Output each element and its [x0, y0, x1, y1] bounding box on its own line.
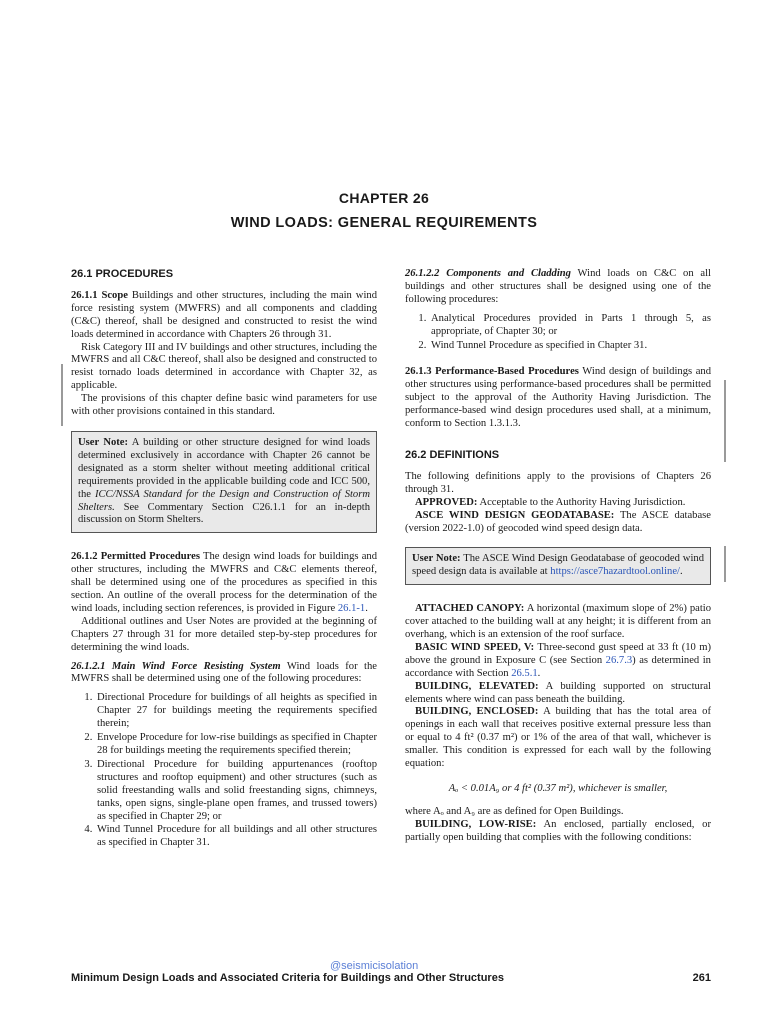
paragraph-26-1-3 — [405, 366, 711, 431]
figure-link[interactable]: 26.1-1 — [337, 602, 366, 614]
paragraph-text: Wind loads on C&C on all buildings and other structures shall be designed using one of the following procedures: — [405, 268, 711, 305]
definition-text: A building supported on structural elements where wind can pass beneath the building. — [405, 680, 711, 705]
definition-text: An enclosed, partially enclosed, or partially open building that complies with the following conditions: — [405, 818, 711, 843]
paragraph-26-1-2 — [71, 551, 377, 616]
definition-text: Acceptable to the Authority Having Jurisdiction. — [477, 496, 686, 508]
list-item: 2. Wind Tunnel Procedure as specified in Chapter 31. — [429, 340, 711, 353]
list-item: 2. Envelope Procedure for low-rise buildings as specified in Chapter 28 for buildings meeting the requirements specified therein; — [95, 732, 377, 758]
user-note-label: User Note: — [78, 436, 129, 448]
definition-text: . — [537, 667, 541, 679]
enclosed-equation: Aₒ < 0.01A₉ or 4 ft² (0.37 m²), whichever is smaller, — [448, 783, 668, 794]
user-note-text: A building or other structure designed for wind loads determined exclusively in accordance with Chapter 26 cannot be designated as a storm shelter without meeting additional critical requirements provided in the applicable building code and ICC 500, the — [78, 436, 370, 500]
paragraph-risk-category: Risk Category III and IV buildings and other structures, including the MWFRS and all C&C thereof, shall also be designed and constructed to resist tornado loads determined in accordance with Chapter 32, as applicable. — [71, 341, 377, 392]
definition-text: ) as determined in accordance with Section — [405, 654, 711, 679]
geodatabase-link[interactable]: https://asce7hazardtool.online/ — [550, 566, 681, 578]
chapter-title: WIND LOADS: GENERAL REQUIREMENTS — [230, 215, 538, 231]
paragraph-26-1-1 — [71, 290, 377, 342]
run-in-heading: 26.1.2.1 Main Wind Force Resisting System — [71, 660, 281, 672]
definition-approved — [405, 497, 711, 510]
run-in-heading: 26.1.1 Scope — [71, 289, 128, 301]
list-item: 1. Analytical Procedures provided in Parts 1 through 5, as appropriate, of Chapter 30; or — [429, 313, 711, 339]
mwfrs-procedure-list — [71, 692, 377, 850]
definition-text: A building that has the total area of openings in each wall that receives positive external pressure less than or equal to 4 ft² (0.37 m²) or 1% of the area of that wall, whichever is smaller. This condition is expressed for each wall by the following equation: — [405, 706, 711, 770]
paragraph-text: Buildings and other structures, including the main wind force resisting system (MWFRS) and all components and cladding (C&C) thereof, shall be designed and constructed to resist the wind loads determined in accordance with Chapters 26 through 31. — [71, 289, 377, 340]
definition-term: APPROVED: — [415, 496, 478, 508]
definition-term: BUILDING, LOW-RISE: — [415, 818, 537, 830]
page-footer — [71, 972, 711, 988]
chapter-number: CHAPTER 26 — [338, 190, 430, 206]
user-note-label: User Note: — [412, 553, 461, 565]
definition-building-enclosed — [405, 706, 711, 771]
change-bar — [724, 546, 726, 582]
list-item: 1. Directional Procedure for buildings of all heights as specified in Chapter 27 for buildings meeting the requirements specified therein; — [95, 692, 377, 731]
definition-text: A horizontal (maximum slope of 2%) patio cover attached to the building wall at any height; it is different from an overhang, which is an extension of the roof surface. — [405, 603, 712, 641]
page-number: 261 — [692, 972, 711, 984]
right-column — [405, 268, 711, 845]
list-item: 4. Wind Tunnel Procedure for all buildings and all other structures as specified in Chapter 31. — [95, 824, 377, 850]
run-in-heading: 26.1.3 Performance-Based Procedures — [405, 366, 579, 378]
left-column — [71, 268, 377, 851]
paragraph-text: . — [365, 602, 368, 614]
section-heading-26-2: 26.2 DEFINITIONS — [405, 448, 500, 461]
definition-term: ASCE WIND DESIGN GEODATABASE: — [415, 509, 615, 521]
paragraph-26-1-2-1 — [71, 661, 377, 687]
section-link[interactable]: 26.5.1 — [511, 667, 538, 679]
definition-text: The ASCE database (version 2022-1.0) of geocoded wind speed design data. — [405, 509, 711, 534]
user-note-italic: ICC/NSSA Standard for the Design and Construction of Storm Shelters. — [78, 488, 371, 513]
list-item: 3. Directional Procedure for building appurtenances (rooftop structures and rooftop equipment) and other structures (such as solid freestanding walls and solid freestanding signs, chimneys, tanks, open signs, single-plane open frames, and trussed towers) as specified in Chapter 29; or — [95, 759, 377, 824]
footer-title: Minimum Design Loads and Associated Criteria for Buildings and Other Structures — [71, 972, 504, 984]
paragraph-text: The design wind loads for buildings and other structures, including the MWFRS and C&C elements thereof, shall be determined using one of the procedures as specified in this section. An outline of the overall process for the determination of the wind loads, including section references, is provided in Figure — [71, 551, 377, 614]
user-note-storm-shelter — [71, 431, 377, 533]
user-note-text: . — [680, 566, 683, 578]
paragraph-provisions: The provisions of this chapter define basic wind parameters for use with other provisions contained in this standard. — [71, 393, 377, 418]
section-heading-26-1: 26.1 PROCEDURES — [71, 268, 174, 280]
definition-term: ATTACHED CANOPY: — [415, 603, 525, 615]
paragraph-definitions-intro: The following definitions apply to the provisions of Chapters 26 through 31. — [405, 470, 711, 495]
change-bar — [61, 364, 63, 426]
change-bar — [724, 380, 726, 462]
definition-term: BUILDING, ENCLOSED: — [415, 706, 539, 718]
definition-building-elevated — [405, 681, 711, 707]
definition-term: BASIC WIND SPEED, V: — [415, 641, 535, 653]
definition-building-low-rise — [405, 819, 711, 845]
watermark: @seismicisolation — [330, 960, 419, 972]
definition-basic-wind-speed — [405, 642, 711, 681]
chapter-heading — [0, 190, 768, 231]
cc-procedure-list — [405, 313, 711, 353]
user-note-text: The ASCE Wind Design Geodatabase of geocoded wind speed design data is available at — [412, 553, 704, 578]
run-in-heading: 26.1.2.2 Components and Cladding — [405, 268, 571, 279]
definition-term: BUILDING, ELEVATED: — [415, 680, 539, 692]
definition-attached-canopy — [405, 603, 711, 642]
paragraph-text: Wind design of buildings and other structures using performance-based procedures shall be permitted subject to the approval of the Authority Having Jurisdiction. The performance-based wind design procedures used shall, at a minimum, conform to Section 1.3.1.3. — [405, 366, 711, 430]
user-note-geodatabase — [405, 547, 711, 585]
paragraph-text: Wind loads for the MWFRS shall be determined using one of the following procedures: — [71, 660, 378, 685]
paragraph-additional-outlines: Additional outlines and User Notes are provided at the beginning of Chapters 27 through 31 for more detailed step-by-step procedures for determining the wind loads. — [71, 615, 377, 653]
run-in-heading: 26.1.2 Permitted Procedures — [71, 551, 200, 563]
user-note-tail: See Commentary Section C26.1.1 for an in-depth discussion on Storm Shelters. — [78, 501, 370, 526]
section-link[interactable]: 26.7.3 — [605, 654, 633, 666]
definition-geodatabase — [405, 510, 711, 536]
paragraph-where: where Aₒ and A₉ are as defined for Open Buildings. — [405, 805, 624, 817]
paragraph-26-1-2-2 — [405, 268, 711, 307]
definition-text: Three-second gust speed at 33 ft (10 m) above the ground in Exposure C (see Section — [405, 641, 711, 666]
